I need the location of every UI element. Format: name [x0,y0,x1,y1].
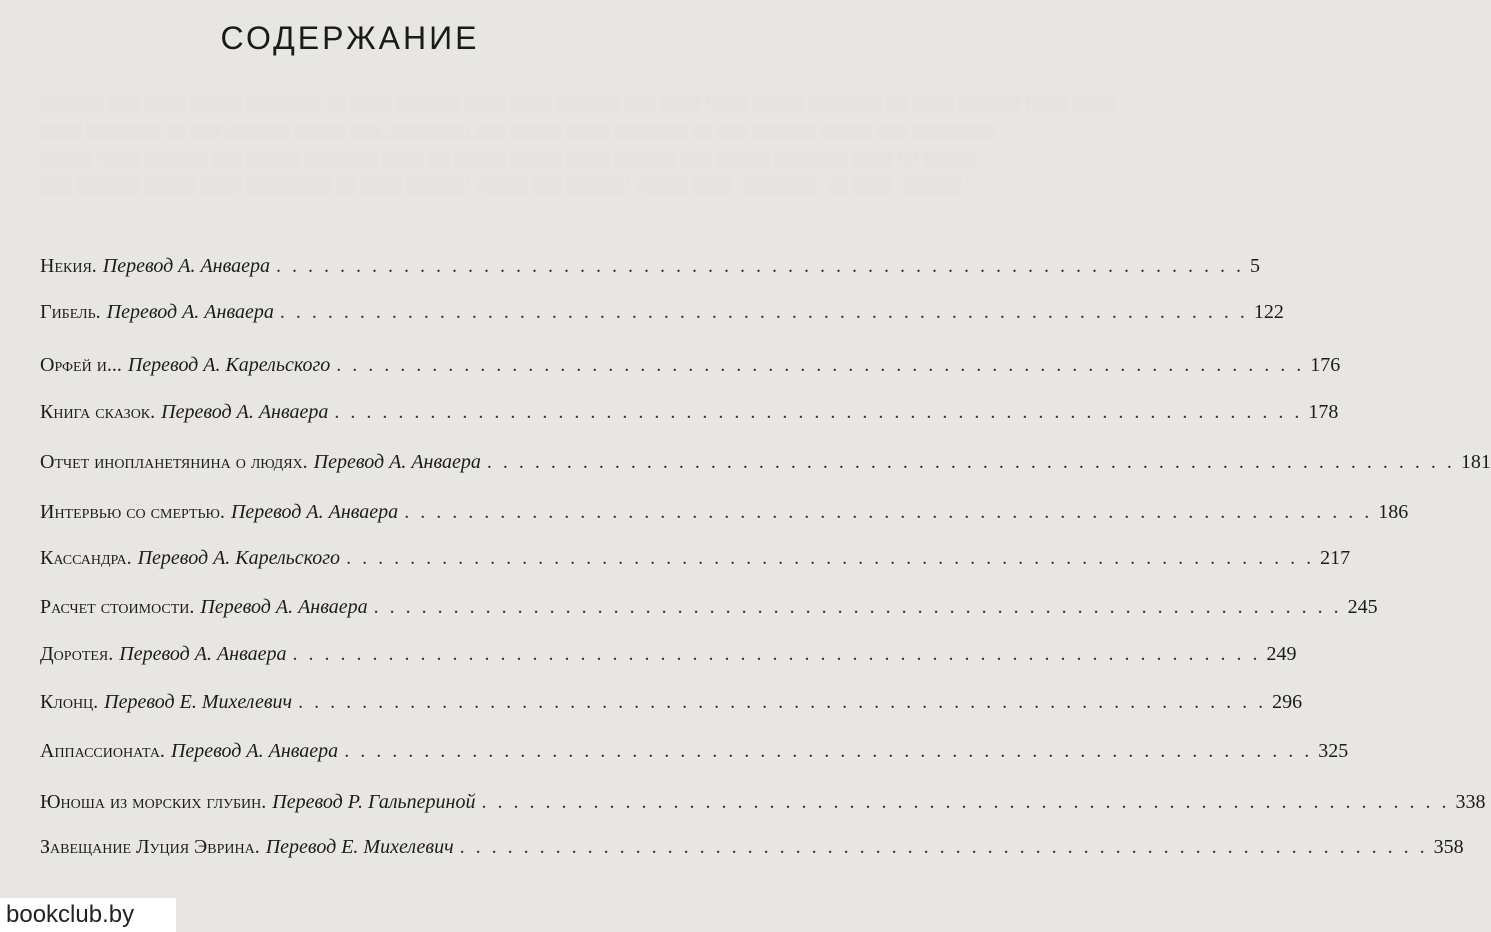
story-title: Доротея. [40,643,114,665]
page-number: 338 [1455,791,1486,813]
page-number: 249 [1266,643,1297,665]
story-title: Книга сказок. [40,401,156,423]
page-number: 5 [1250,255,1261,277]
translator-credit: Перевод Е. Михелевич [265,836,454,858]
toc-entry[interactable] [40,301,1284,331]
story-title: Некия. [40,255,97,277]
story-title: Отчет инопланетянина о людях. [40,451,308,473]
toc-entry[interactable] [40,836,1464,866]
translator-credit: Перевод А. Анваера [119,643,287,665]
toc-entry[interactable] [40,691,1303,721]
translator-credit: Перевод Р. Гальпериной [272,791,476,813]
page-number: 181 [1460,451,1491,473]
toc-entry[interactable] [40,547,1351,577]
story-title: Юноша из морских глубин. [40,791,267,813]
story-title: Расчет стоимости. [40,596,195,618]
toc-entry[interactable] [40,596,1378,626]
translator-credit: Перевод А. Анваера [230,501,399,523]
page-number: 217 [1320,547,1351,569]
toc-entry[interactable] [40,740,1349,770]
site-watermark: bookclub.by [0,898,176,932]
translator-credit: Перевод А. Анваера [170,740,339,762]
translator-credit: Перевод А. Анваера [106,301,274,323]
dot-leader [481,791,1449,814]
dot-leader [298,691,1266,714]
toc-entry[interactable] [40,643,1297,673]
story-title: Завещание Луция Эврина. [40,836,260,858]
page-number: 358 [1433,836,1464,858]
toc-entry[interactable] [40,791,1486,821]
translator-credit: Перевод А. Анваера [313,451,481,473]
page-title: СОДЕРЖАНИЕ [220,20,480,56]
toc-entry[interactable] [40,401,1339,431]
page-number: 296 [1272,691,1303,713]
page-number: 186 [1378,501,1409,523]
bleed-through-text: ░░░░░░ ░░░ ░░░░ ░░░░░ ░░░░░░░ ░░ ░░░░ ░░░░░░ ░░░░ ░░░░ ░░░░░░ ░░░ ░░░░ ░░░░ ░░░░░ ░░░░░░░ ░░ ░░░░ ░░░░░░ ░░░░ ░░░░ ░░░░ ░░░░░░░ ░░ ░░░ ░░░░░░ ░░░░░ ░░░ ░░░░░░░░ ░░░ ░░░░░ ░░░░ ░░░░░░░ ░░ ░░░ ░░░░░░ ░░░░░ ░░░ ░░░░░░░░ ░░░░░ ░░░░ ░░░░░░ ░░░ ░░░░░ ░░░░░░░ ░░░░ ░░ ░░░░░ ░░░░░ ░░░░ ░░░░░░ ░░░ ░░░░░ ░░░░░░░ ░░░░ ░░ ░░░░░ ░░░ ░░░░░░ ░░░░░ ░░░░ ░░░░░░░░ ░░ ░░░░ ░░░░░░ ░░░░░ ░░░ ░░░░░░ ░░░░░ ░░░░ ░░░░░░░░ ░░ ░░░░ ░░░░░░ [40,97,1114,194]
toc-entry[interactable] [40,255,1261,285]
dot-leader [293,643,1261,666]
page-number: 176 [1310,354,1341,376]
translator-credit: Перевод А. Карельского [137,547,341,569]
translator-credit: Перевод А. Карельского [127,354,331,376]
dot-leader [276,255,1244,278]
dot-leader [487,451,1455,474]
story-title: Кассандра. [40,547,132,569]
page-number: 325 [1318,740,1349,762]
translator-credit: Перевод А. Анваера [200,596,368,618]
story-title: Орфей и... [40,354,122,376]
dot-leader [460,836,1428,859]
page-number: 245 [1347,596,1378,618]
translator-credit: Перевод Е. Михелевич [104,691,293,713]
story-title: Клонц. [40,691,99,713]
toc-entry[interactable] [40,501,1409,531]
story-title: Гибель. [40,301,101,323]
dot-leader [336,354,1304,377]
dot-leader [374,596,1342,619]
page-number: 122 [1253,301,1284,323]
page-number: 178 [1308,401,1339,423]
dot-leader [404,501,1372,524]
translator-credit: Перевод А. Анваера [161,401,329,423]
story-title: Интервью со смертью. [40,501,225,523]
toc-entry[interactable] [40,451,1491,481]
dot-leader [344,740,1312,763]
toc-entry[interactable] [40,354,1341,384]
dot-leader [280,301,1248,324]
story-title: Аппассионата. [40,740,165,762]
translator-credit: Перевод А. Анваера [102,255,271,277]
dot-leader [334,401,1302,424]
dot-leader [346,547,1314,570]
